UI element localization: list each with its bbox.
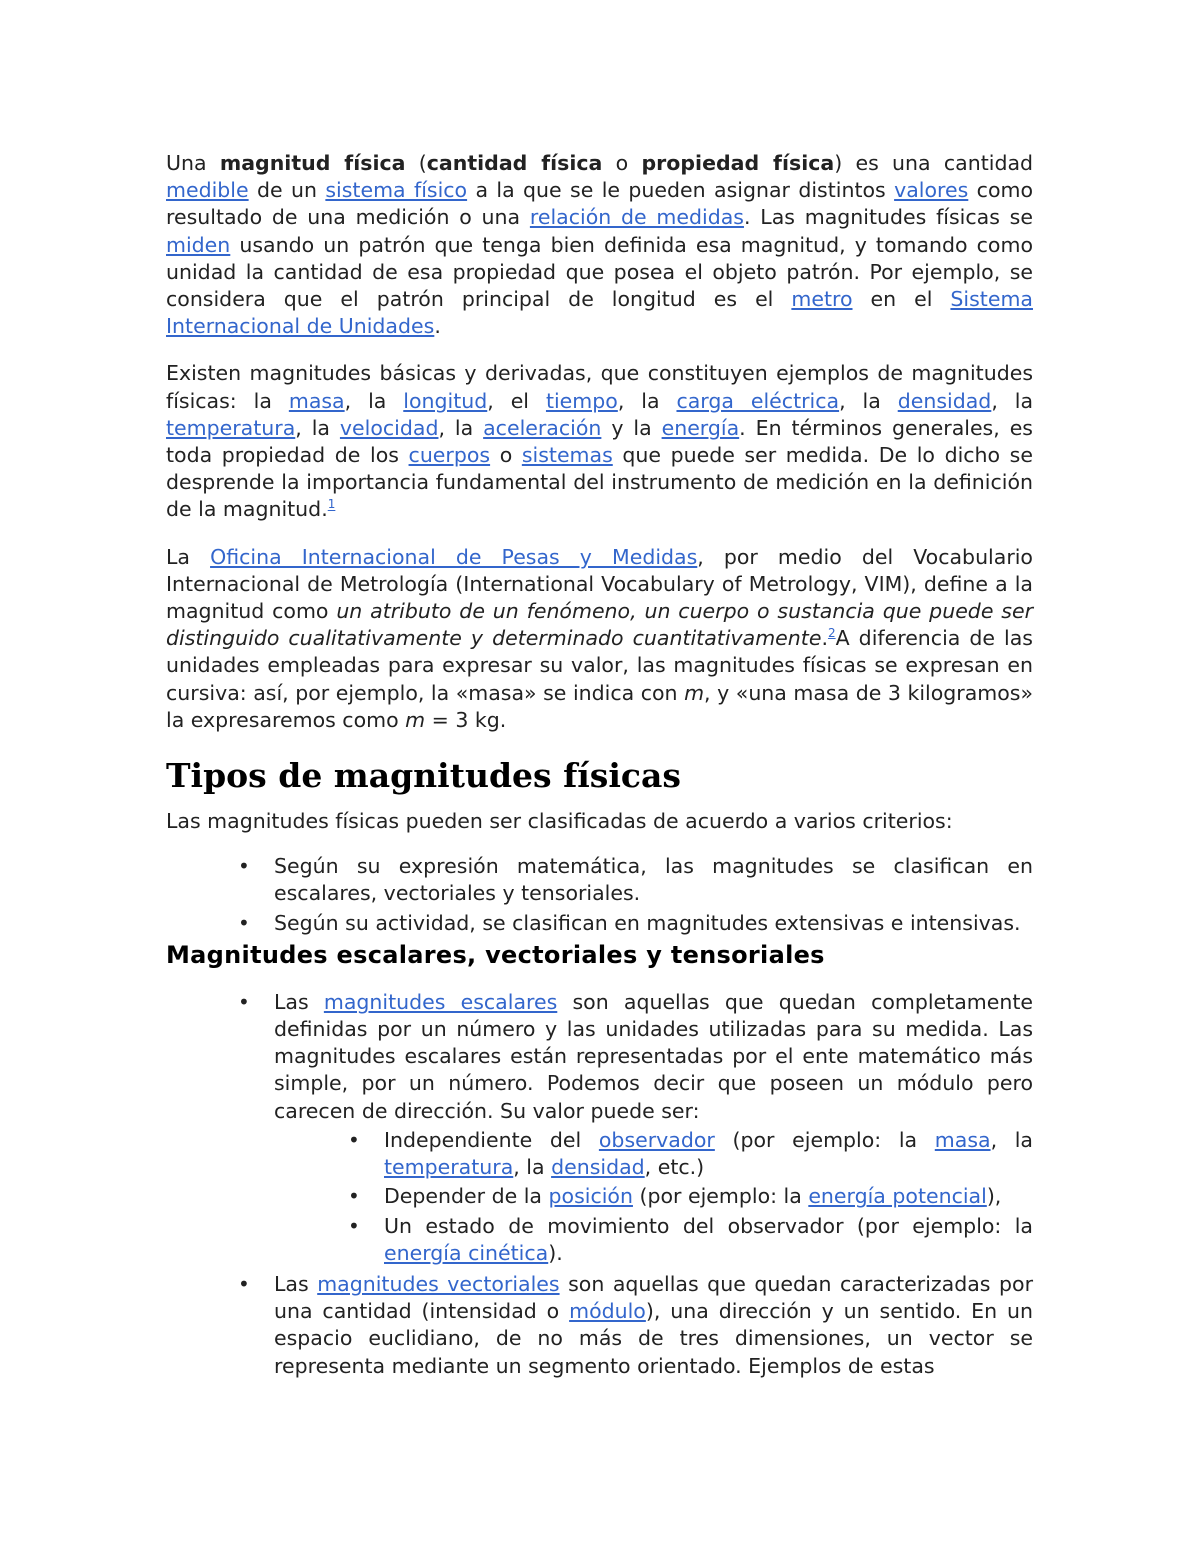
link-longitud[interactable]: longitud xyxy=(403,388,488,413)
link-relacion-de-medidas[interactable]: relación de medidas xyxy=(529,205,744,230)
text: , la xyxy=(617,388,677,413)
link-sistema-fisico[interactable]: sistema físico xyxy=(325,178,468,203)
text: . xyxy=(434,314,441,339)
text: Existen magnitudes básicas y derivadas, que constituyen ejemplos de magnitudes físicas: la xyxy=(166,361,1033,413)
intro-paragraph xyxy=(166,150,1033,340)
link-oficina-internacional[interactable]: Oficina Internacional de Pesas y Medidas xyxy=(210,544,698,569)
text: ). xyxy=(548,1240,563,1265)
document-page xyxy=(166,150,1033,1382)
link-modulo[interactable]: módulo xyxy=(569,1299,646,1324)
text: ( xyxy=(405,151,427,175)
text: (por ejemplo: la xyxy=(714,1127,935,1152)
symbol-italic: m xyxy=(405,707,426,732)
sublist-item xyxy=(274,1127,1033,1181)
link-energia-potencial[interactable]: energía potencial xyxy=(808,1184,987,1209)
link-medible[interactable]: medible xyxy=(166,178,249,203)
escalares-sublist xyxy=(274,1127,1033,1267)
text: como resultado de una medición o una xyxy=(166,178,1033,230)
link-sistemas[interactable]: sistemas xyxy=(521,443,613,468)
tipos-intro: Las magnitudes físicas pueden ser clasificadas de acuerdo a varios criterios: xyxy=(166,809,953,834)
link-masa[interactable]: masa xyxy=(934,1127,991,1152)
text: Independiente del xyxy=(384,1127,599,1152)
tipos-list xyxy=(166,853,1033,937)
text: , por medio del Vocabulario Internacional de Metrología (International Vocabulary of Metrology, VIM), define a la magnitud como xyxy=(166,544,1033,624)
symbol-italic: m xyxy=(684,680,705,705)
text: . xyxy=(821,626,828,651)
text: Una xyxy=(166,151,220,175)
vim-paragraph xyxy=(166,544,1033,734)
term-bold: cantidad física xyxy=(426,151,603,175)
text: Las xyxy=(274,1271,318,1296)
heading-tipos: Tipos de magnitudes físicas xyxy=(166,756,681,796)
text: A diferencia de las unidades empleadas para expresar su valor, las magnitudes físicas se expresan en cursiva: así, por ejemplo, la «masa» se indica con xyxy=(166,626,1033,705)
link-sistema-internacional[interactable]: Sistema Internacional de Unidades xyxy=(166,287,1033,339)
text: . Las magnitudes físicas se xyxy=(743,205,1033,230)
text: en el xyxy=(852,287,951,312)
link-aceleracion[interactable]: aceleración xyxy=(483,415,602,440)
text: La xyxy=(166,544,211,569)
heading-escalares: Magnitudes escalares, vectoriales y tensoriales xyxy=(166,940,825,969)
text: = 3 kg. xyxy=(425,707,507,732)
link-velocidad[interactable]: velocidad xyxy=(339,415,439,440)
link-densidad[interactable]: densidad xyxy=(897,388,992,413)
examples-paragraph xyxy=(166,360,1033,523)
term-bold: magnitud física xyxy=(219,151,406,175)
text: (por ejemplo: la xyxy=(632,1184,809,1209)
link-magnitudes-vectoriales[interactable]: magnitudes vectoriales xyxy=(317,1271,560,1296)
text: Depender de la xyxy=(384,1184,549,1209)
text: son aquellas que quedan completamente definidas por un número y las unidades utilizadas para su medida. Las magnitudes escalares están representadas por el ente matemático más simple, por un número. Podemos decir que poseen un módulo pero carecen de dirección. Su valor puede ser: xyxy=(274,989,1033,1123)
link-energia[interactable]: energía xyxy=(661,415,740,440)
text: , el xyxy=(487,388,546,413)
link-densidad[interactable]: densidad xyxy=(551,1155,645,1180)
text: ) es una cantidad xyxy=(834,151,1034,175)
link-posicion[interactable]: posición xyxy=(548,1184,633,1209)
footnote-link-2[interactable]: 2 xyxy=(827,626,836,641)
text: , y «una masa de 3 kilogramos» la expresaremos como xyxy=(166,680,1033,732)
list-item: • Según su actividad, se clasifican en magnitudes extensivas e intensivas. xyxy=(166,910,1033,937)
text: usando un patrón que tenga bien definida esa magnitud, y tomando como unidad la cantidad de esa propiedad que posea el objeto patrón. Por ejemplo, se considera que el patrón principal de longitud es el xyxy=(166,232,1033,312)
text: Las xyxy=(274,989,324,1014)
link-magnitudes-escalares[interactable]: magnitudes escalares xyxy=(323,989,558,1014)
footnote-ref xyxy=(828,626,836,640)
text: , la xyxy=(438,415,484,440)
link-carga-electrica[interactable]: carga eléctrica xyxy=(676,388,840,413)
text: o xyxy=(602,151,642,175)
text: , la xyxy=(344,388,404,413)
text: a la que se le pueden asignar distintos xyxy=(467,178,895,203)
definition-italic: un atributo de un fenómeno, un cuerpo o sustancia que puede ser distinguido cualitativamente y determinado cuantitativamente xyxy=(166,599,1034,651)
link-tiempo[interactable]: tiempo xyxy=(545,388,618,413)
text: y la xyxy=(601,415,662,440)
text: , la xyxy=(991,388,1034,413)
text: , la xyxy=(295,415,340,440)
text: ), xyxy=(986,1184,1002,1209)
link-metro[interactable]: metro xyxy=(791,287,853,312)
text: ), una dirección y un sentido. En un espacio euclidiano, de no más de tres dimensiones, un vector se representa mediante un segmento orientado. Ejemplos de estas xyxy=(274,1299,1033,1378)
link-cuerpos[interactable]: cuerpos xyxy=(408,443,491,468)
list-item-vectoriales xyxy=(166,1271,1033,1380)
list-item-escalares xyxy=(166,989,1033,1267)
link-temperatura[interactable]: temperatura xyxy=(166,415,296,440)
link-valores[interactable]: valores xyxy=(894,178,969,203)
link-observador[interactable]: observador xyxy=(598,1127,715,1152)
sublist-item xyxy=(274,1183,1033,1210)
link-miden[interactable]: miden xyxy=(166,232,231,257)
term-bold: propiedad física xyxy=(641,151,835,175)
magnitudes-list xyxy=(166,989,1033,1380)
footnote-link-1[interactable]: 1 xyxy=(327,497,336,512)
link-energia-cinetica[interactable]: energía cinética xyxy=(384,1240,549,1265)
text: , la xyxy=(513,1155,552,1180)
link-temperatura[interactable]: temperatura xyxy=(384,1155,514,1180)
footnote-ref xyxy=(328,498,336,512)
list-item: • Según su expresión matemática, las magnitudes se clasifican en escalares, vectoriales y tensoriales. xyxy=(166,853,1033,907)
text: o xyxy=(490,443,522,468)
text: son aquellas que quedan caracterizadas por una cantidad (intensidad o xyxy=(274,1271,1033,1324)
link-masa[interactable]: masa xyxy=(288,388,345,413)
text: , la xyxy=(839,388,898,413)
text: , etc.) xyxy=(644,1155,705,1180)
text: que puede ser medida. De lo dicho se desprende la importancia fundamental del instrumento de medición en la definición de la magnitud. xyxy=(166,443,1033,522)
text: Un estado de movimiento del observador (por ejemplo: la xyxy=(384,1213,1033,1238)
text: de un xyxy=(248,178,326,203)
text: . En términos generales, es toda propiedad de los xyxy=(166,415,1033,468)
sublist-item xyxy=(274,1213,1033,1267)
text: , la xyxy=(990,1127,1033,1152)
